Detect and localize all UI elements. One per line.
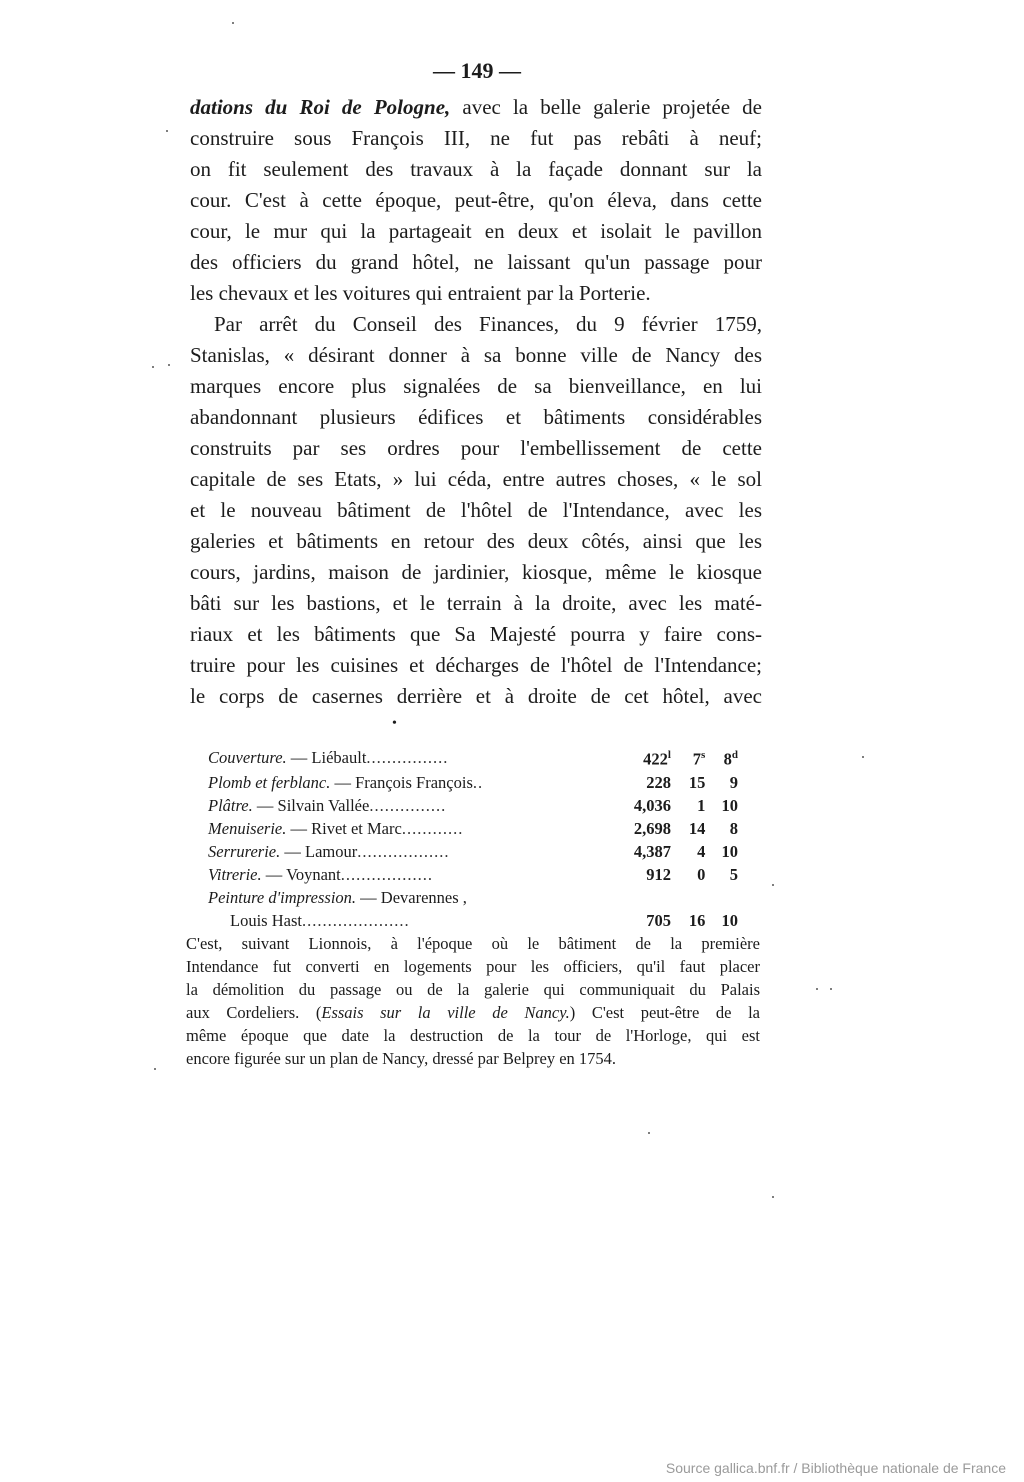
ledger-row: Serrurerie. — Lamour.................. 4,387 4 10 — [208, 841, 738, 861]
text-line: la démolition du passage ou de la galerie qui communiquait du Palais — [186, 979, 760, 999]
scan-speck — [232, 22, 234, 24]
text-line: galeries et bâtiments en retour des deux côtés, ainsi que les — [190, 529, 762, 553]
ledger-row: Couverture. — Liébault................ 422$^l$ 7$^s$ 8$^d$ — [208, 747, 738, 769]
ledger-row: Plâtre. — Silvain Vallée............... 4,036 1 10 — [208, 795, 738, 815]
scan-speck — [772, 1196, 774, 1198]
source-credit: Source gallica.bnf.fr / Bibliothèque nationale de France — [665, 1460, 1006, 1476]
scan-speck — [772, 884, 774, 886]
footnote — [186, 744, 760, 1070]
text-line: capitale de ses Etats, » lui céda, entre autres choses, « le sol — [190, 467, 762, 491]
text-line: même époque que date la destruction de la tour de l'Horloge, qui est — [186, 1025, 760, 1045]
ledger-row: Vitrerie. — Voynant.................. 912 0 5 — [208, 864, 738, 884]
text-line: Par arrêt du Conseil des Finances, du 9 février 1759, — [214, 312, 762, 336]
ledger-row: Louis Hast..................... 705 16 10 — [230, 910, 738, 930]
text-line: dations du Roi de Pologne, avec la belle galerie projetée de — [190, 95, 762, 119]
text-line: Stanislas, « désirant donner à sa bonne ville de Nancy des — [190, 343, 762, 367]
ledger-row: Plomb et ferblanc. — François François.. 228 15 9 — [208, 772, 738, 792]
text-line: construits par ses ordres pour l'embellissement de cette — [190, 436, 762, 460]
text-line: les chevaux et les voitures qui entraient par la Porterie. — [190, 281, 651, 305]
page-number: — 149 — — [433, 58, 521, 83]
text-line: le corps de casernes derrière et à droite de cet hôtel, avec — [190, 684, 762, 708]
italic-title: Essais sur la ville de Nancy. — [321, 1002, 570, 1022]
body-text — [190, 92, 762, 712]
text-line: cour. C'est à cette époque, peut-être, qu'on éleva, dans cette — [190, 188, 762, 212]
scan-speck — [154, 1068, 156, 1070]
text-line: cour, le mur qui la partageait en deux et isolait le pavillon — [190, 219, 762, 243]
text-line: cours, jardins, maison de jardinier, kiosque, même le kiosque — [190, 560, 762, 584]
text-line: encore figurée sur un plan de Nancy, dressé par Belprey en 1754. — [186, 1048, 617, 1068]
separator-dot: • — [392, 716, 397, 731]
text-line: aux Cordeliers. (Essais sur la ville de Nancy.) C'est peut-être de la — [186, 1002, 760, 1022]
text-line: Intendance fut converti en logements pour les officiers, qu'il faut placer — [186, 956, 760, 976]
scan-speck — [152, 366, 154, 368]
text-line: des officiers du grand hôtel, ne laissant qu'un passage pour — [190, 250, 762, 274]
scan-speck — [168, 364, 170, 366]
text-line: riaux et les bâtiments que Sa Majesté pourra y faire cons- — [190, 622, 762, 646]
italic-phrase: dations du Roi de Pologne, — [190, 95, 451, 119]
ledger-table — [186, 744, 760, 932]
text-line: bâti sur les bastions, et le terrain à la droite, avec les maté- — [190, 591, 762, 615]
text-line: truire pour les cuisines et décharges de l'hôtel de l'Intendance; — [190, 653, 762, 677]
footnote-text — [186, 932, 760, 1070]
text-line: marques encore plus signalées de sa bienveillance, en lui — [190, 374, 762, 398]
scan-speck — [648, 1132, 650, 1134]
scan-speck — [862, 756, 864, 758]
scan-speck — [166, 130, 168, 132]
text-line: construire sous François III, ne fut pas rebâti à neuf; — [190, 126, 762, 150]
ledger-row: Menuiserie. — Rivet et Marc............ 2,698 14 8 — [208, 818, 738, 838]
scan-speck — [816, 988, 818, 990]
ledger-row: Peinture d'impression. — Devarennes , — [208, 887, 467, 907]
text-line: C'est, suivant Lionnois, à l'époque où le bâtiment de la première — [186, 933, 760, 953]
text-line: et le nouveau bâtiment de l'hôtel de l'Intendance, avec les — [190, 498, 762, 522]
text-line: on fit seulement des travaux à la façade donnant sur la — [190, 157, 762, 181]
text-line: abandonnant plusieurs édifices et bâtiments considérables — [190, 405, 762, 429]
scan-speck — [830, 988, 832, 990]
